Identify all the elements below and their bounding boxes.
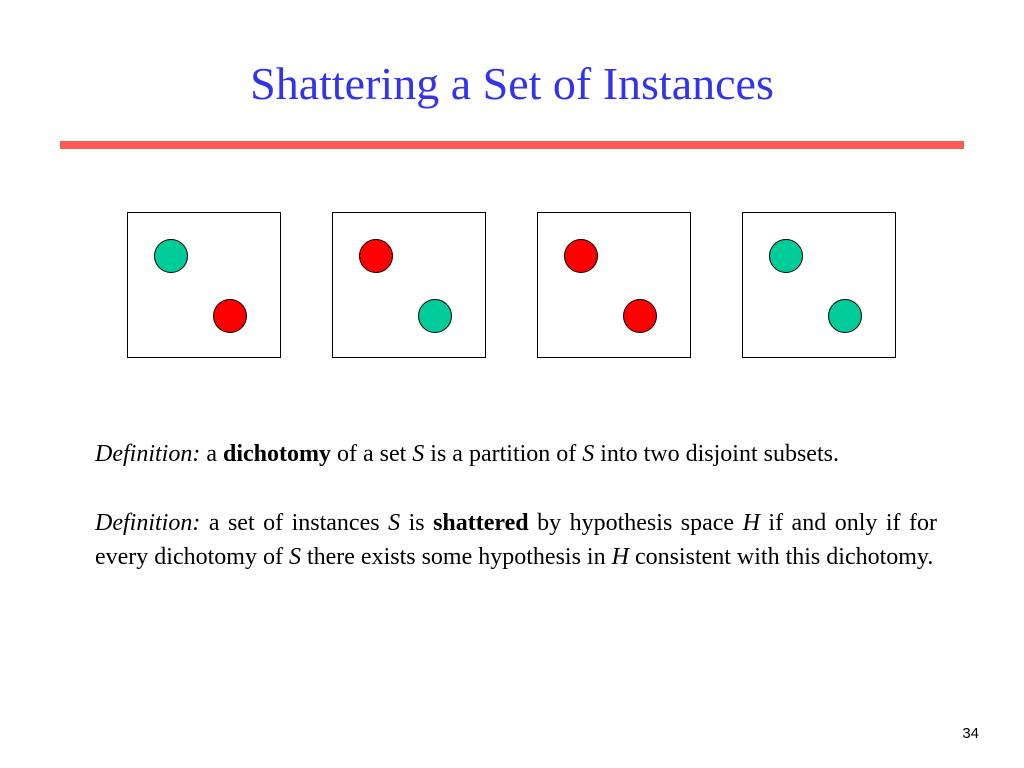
definition-text: of a set [330, 441, 413, 467]
definition-text: by hypothesis space [528, 509, 743, 536]
definition-text: a [200, 441, 223, 467]
math-variable-h: H [611, 544, 629, 570]
definition-text: consistent with this dichotomy. [628, 544, 934, 570]
math-variable-s: S [582, 441, 595, 467]
instance-point-1 [769, 239, 803, 273]
instance-point-1 [154, 239, 188, 273]
instance-point-1 [359, 239, 393, 273]
instance-point-2 [213, 299, 247, 333]
definition-shattered [95, 506, 937, 575]
math-variable-s: S [412, 441, 425, 467]
math-variable-h: H [742, 509, 760, 536]
page-number: 34 [962, 725, 979, 742]
definition-text: if and only if for every dichotomy of [95, 509, 937, 570]
instance-point-2 [623, 299, 657, 333]
instance-point-1 [564, 239, 598, 273]
definition-text: is a partition of [424, 441, 583, 467]
term-dichotomy: dichotomy [222, 441, 331, 467]
definition-text: is [400, 509, 434, 536]
definition-label: Definition: [95, 509, 201, 536]
math-variable-s: S [388, 509, 401, 536]
definition-text: there exists some hypothesis in [300, 544, 612, 570]
dichotomy-panel-3 [537, 212, 691, 358]
dichotomy-panel-1 [127, 212, 281, 358]
instance-point-2 [828, 299, 862, 333]
dichotomy-panel-2 [332, 212, 486, 358]
dichotomy-panel-4 [742, 212, 896, 358]
term-shattered: shattered [433, 509, 529, 536]
definition-label: Definition: [95, 441, 201, 467]
slide-title: Shattering a Set of Instances [250, 58, 774, 109]
math-variable-s: S [288, 544, 301, 570]
definition-text: into two disjoint subsets. [594, 441, 839, 467]
definition-text: a set of instances [200, 509, 389, 536]
title-divider [60, 141, 964, 149]
instance-point-2 [418, 299, 452, 333]
definitions-section [95, 437, 937, 609]
definition-dichotomy [95, 437, 937, 472]
